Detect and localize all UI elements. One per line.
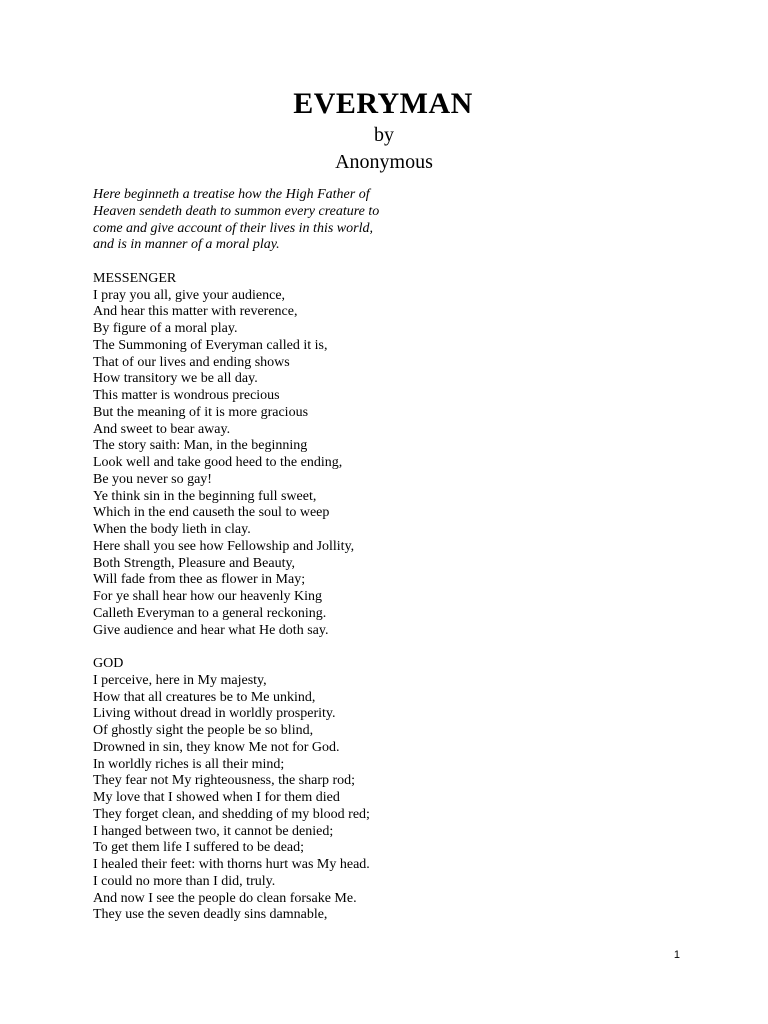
verse-line: I could no more than I did, truly. (93, 873, 276, 889)
verse-line: I healed their feet: with thorns hurt was My head. (93, 857, 370, 872)
verse-line: Living without dread in worldly prosperity. (93, 706, 336, 722)
verse-line: This matter is wondrous precious (93, 388, 280, 403)
page-title: EVERYMAN (293, 87, 473, 120)
verse-line: And hear this matter with reverence, (93, 304, 298, 320)
paragraph-gap (93, 639, 693, 656)
verse-line: They use the seven deadly sins damnable, (93, 907, 328, 923)
verse-line: Be you never so gay! (93, 471, 212, 487)
verse-line: Give audience and hear what He doth say. (93, 622, 329, 638)
byline: by (374, 124, 394, 146)
verse-line: I hanged between two, it cannot be denied; (93, 823, 334, 839)
verse-line: How that all creatures be to Me unkind, (93, 689, 316, 705)
verse-line: How transitory we be all day. (93, 371, 258, 387)
verse-line: When the body lieth in clay. (93, 522, 251, 537)
intro-paragraph (93, 187, 693, 254)
title-block (0, 86, 768, 176)
intro-line: Here beginneth a treatise how the High Father of (93, 187, 370, 202)
verse-line: My love that I showed when I for them died (93, 790, 340, 805)
author-name: Anonymous (335, 151, 433, 173)
verse-line: Will fade from thee as flower in May; (93, 572, 306, 588)
verse-line: Calleth Everyman to a general reckoning. (93, 605, 327, 621)
document-body (93, 187, 693, 924)
verse-line: Of ghostly sight the people be so blind, (93, 723, 314, 738)
speaker-name: MESSENGER (93, 270, 177, 286)
intro-line: and is in manner of a moral play. (93, 237, 280, 253)
intro-line: Heaven sendeth death to summon every creature to (93, 203, 380, 219)
intro-line: come and give account of their lives in this world, (93, 220, 373, 236)
verse-line: For ye shall hear how our heavenly King (93, 589, 322, 604)
verse-line: I perceive, here in My majesty, (93, 672, 267, 688)
messenger-speech (93, 271, 693, 640)
verse-line: I pray you all, give your audience, (93, 287, 286, 303)
verse-line: The story saith: Man, in the beginning (93, 438, 308, 454)
verse-line: And sweet to bear away. (93, 421, 231, 437)
verse-line: In worldly riches is all their mind; (93, 756, 285, 772)
verse-line: They fear not My righteousness, the sharp rod; (93, 773, 356, 789)
page-number: 1 (673, 949, 680, 961)
verse-line: Both Strength, Pleasure and Beauty, (93, 555, 296, 571)
verse-line: Ye think sin in the beginning full sweet, (93, 488, 317, 504)
verse-line: But the meaning of it is more gracious (93, 404, 309, 420)
paragraph-gap (93, 254, 693, 271)
verse-line: Which in the end causeth the soul to weep (93, 505, 330, 521)
verse-line: Look well and take good heed to the ending, (93, 455, 343, 470)
verse-line: Here shall you see how Fellowship and Jollity, (93, 538, 355, 554)
verse-line: To get them life I suffered to be dead; (93, 840, 305, 856)
speaker-name: GOD (93, 656, 124, 671)
verse-line: That of our lives and ending shows (93, 354, 290, 370)
verse-line: And now I see the people do clean forsake Me. (93, 890, 357, 906)
verse-line: Drowned in sin, they know Me not for God. (93, 739, 340, 755)
verse-line: They forget clean, and shedding of my blood red; (93, 806, 370, 822)
verse-line: By figure of a moral play. (93, 321, 238, 336)
god-speech (93, 656, 693, 924)
verse-line: The Summoning of Everyman called it is, (93, 337, 328, 353)
